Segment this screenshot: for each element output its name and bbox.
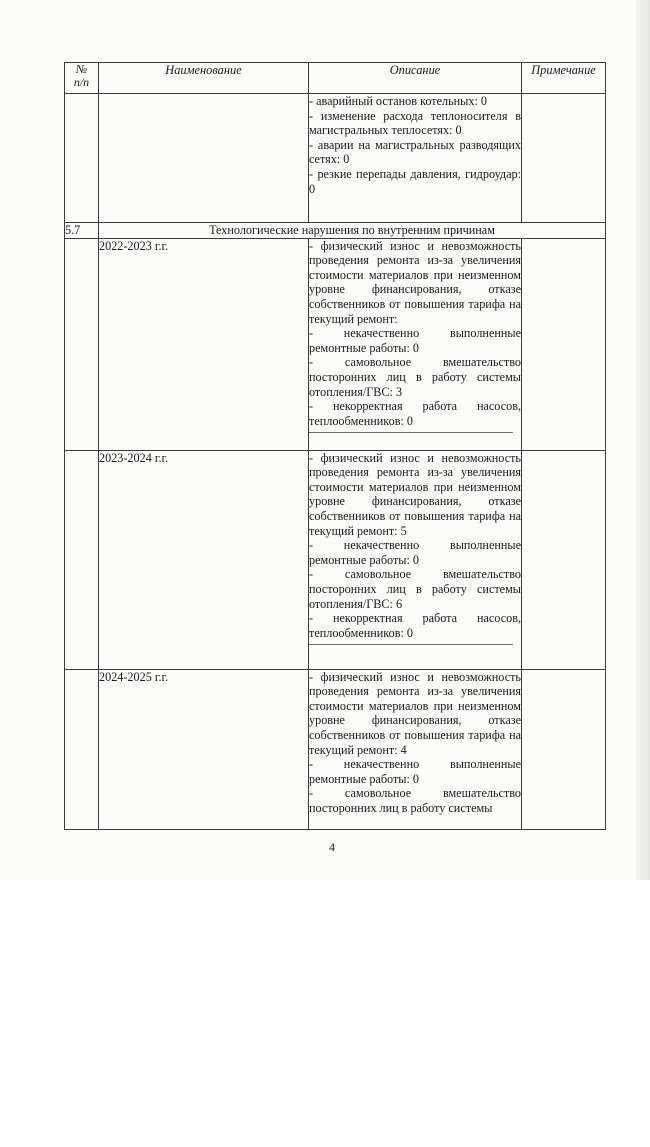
cell-description — [309, 450, 522, 669]
description-line: - самовольное вмешательство посторонних лиц в работу системы отопления/ГВС: 3 — [309, 355, 521, 399]
description-line: - самовольное вмешательство посторонних лиц в работу системы отопления/ГВС: 6 — [309, 567, 521, 611]
cell-note — [522, 450, 606, 669]
header-number — [65, 63, 99, 94]
table-row — [65, 450, 606, 669]
cell-description — [309, 238, 522, 450]
description-line: - некачественно выполненные ремонтные работы: 0 — [309, 757, 521, 786]
table-row — [65, 238, 606, 450]
section-title: Технологические нарушения по внутренним причинам — [99, 223, 606, 239]
cell-number — [65, 669, 99, 829]
table-row — [65, 669, 606, 829]
cell-description — [309, 94, 522, 223]
cell-note — [522, 94, 606, 223]
cell-number — [65, 450, 99, 669]
header-description: Описание — [309, 63, 522, 94]
cell-description — [309, 669, 522, 829]
description-line: - изменение расхода теплоносителя в магистральных теплосетях: 0 — [309, 108, 521, 138]
description-line: - аварийный останов котельных: 0 — [309, 94, 487, 108]
underline-rule — [309, 644, 513, 645]
header-number-line2: п/п — [73, 75, 90, 89]
section-number: 5.7 — [65, 223, 99, 239]
blank-margin — [0, 880, 650, 1147]
cell-number — [65, 94, 99, 223]
cell-note — [522, 669, 606, 829]
scan-shadow-edge — [636, 0, 650, 880]
description-line: - некачественно выполненные ремонтные работы: 0 — [309, 538, 521, 567]
description-line: - аварии на магистральных разводящих сетях: 0 — [309, 137, 521, 167]
header-number-line1: № — [75, 62, 88, 76]
cell-note — [522, 238, 606, 450]
underline-rule — [309, 432, 513, 433]
description-line: - физический износ и невозможность проведения ремонта из-за увеличения стоимости материалов при неизменном уровне финансирования, отказе собственников от повышения тарифа на текущий ремонт: 5 — [309, 450, 521, 538]
cell-name — [99, 94, 309, 223]
description-line: - некорректная работа насосов, теплообменников: 0 — [309, 399, 521, 428]
description-line: - некорректная работа насосов, теплообменников: 0 — [309, 611, 521, 640]
header-name: Наименование — [99, 63, 309, 94]
period-label: 2023-2024 г.г. — [99, 450, 309, 669]
table-header-row — [65, 63, 606, 94]
cell-number — [65, 238, 99, 450]
description-line: - некачественно выполненные ремонтные работы: 0 — [309, 326, 521, 355]
period-label: 2022-2023 г.г. — [99, 238, 309, 450]
period-label: 2024-2025 г.г. — [99, 669, 309, 829]
description-line: - физический износ и невозможность проведения ремонта из-за увеличения стоимости материалов при неизменном уровне финансирования, отказе собственников от повышения тарифа на текущий ремонт: 4 — [309, 669, 521, 757]
description-line: - резкие перепады давления, гидроудар: 0 — [309, 166, 521, 196]
description-line: - самовольное вмешательство посторонних лиц в работу системы — [309, 786, 521, 815]
page-number: 4 — [329, 840, 335, 854]
violations-table — [64, 62, 606, 830]
description-line: - физический износ и невозможность проведения ремонта из-за увеличения стоимости материалов при неизменном уровне финансирования, отказе собственников от повышения тарифа на текущий ремонт: — [309, 238, 521, 326]
header-note: Примечание — [522, 63, 606, 94]
section-row — [65, 223, 606, 239]
table-row-continued — [65, 94, 606, 223]
